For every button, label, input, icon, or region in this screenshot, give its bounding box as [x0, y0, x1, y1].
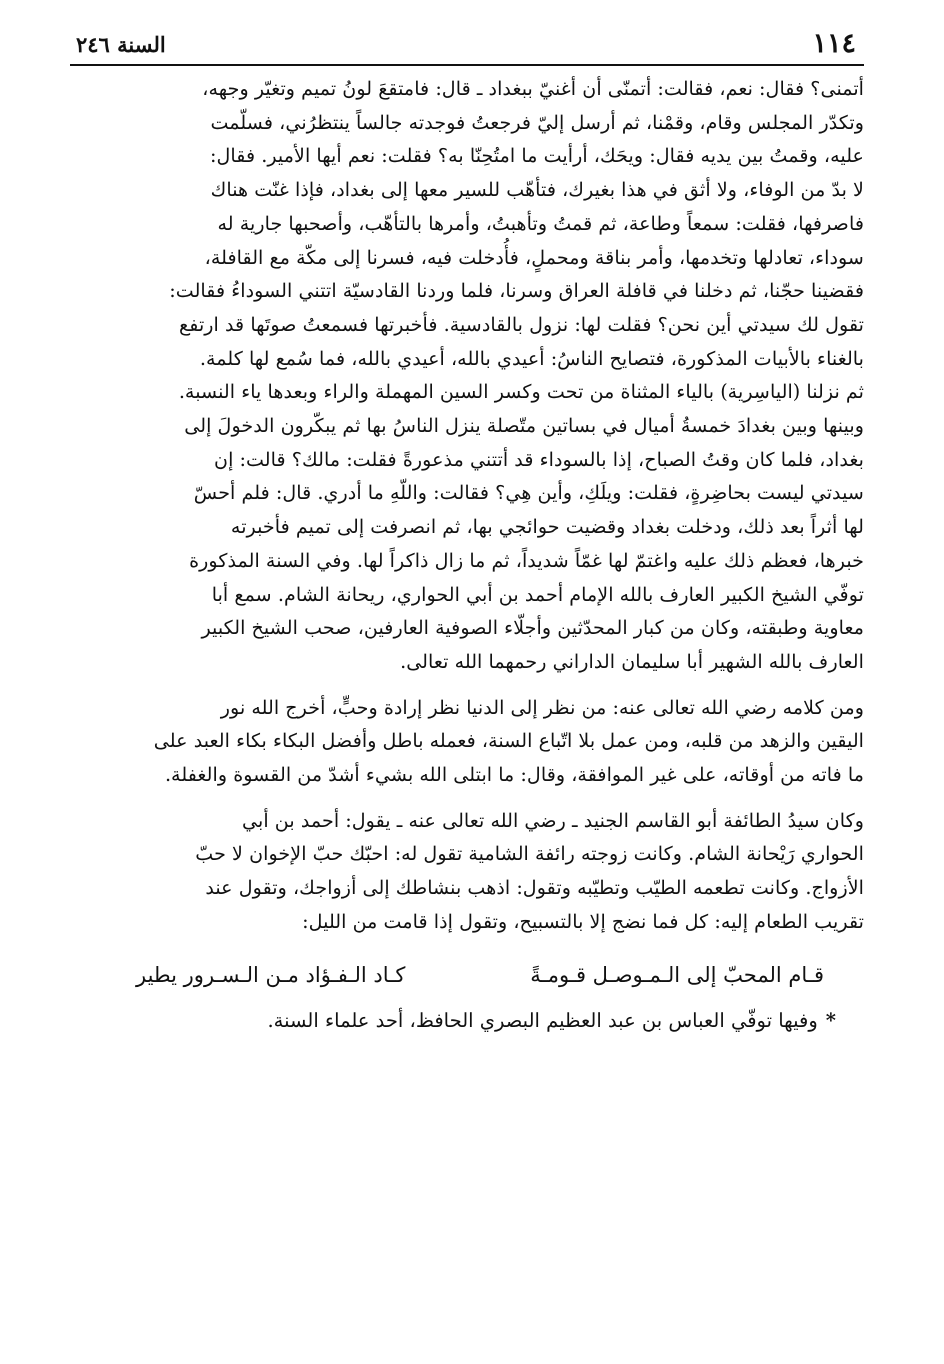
- running-head-year: السنة ٢٤٦: [76, 32, 166, 57]
- text-line: فاصرفها، فقلت: سمعاً وطاعة، ثم قمتُ وتأهبتُ، وأمرها بالتأهّب، وأصحبها جارية له: [217, 211, 864, 235]
- text-line: سيدتي ليست بحاضِرةٍ، فقلت: ويلَكِ، وأين هِي؟ فقالت: واللّهِ ما أدري. قال: فلم أحسّ: [193, 481, 864, 505]
- text-line: سوداء، تعادلها وتخدمها، وأمر بناقة ومحملٍ، فأُدخلت فيه، فسرنا إلى مكّة مع القافلة،: [204, 245, 864, 269]
- text-line: لا بدّ من الوفاء، ولا أثق في هذا بغيرك، فتأهّب للسير معها إلى بغداد، فإذا غنّت هناك: [210, 178, 864, 202]
- text-line: وتكدّر المجلس وقام، وقمْنا، ثم أرسل إليّ فرجعتُ فوجدته جالساً ينتظرُني، فسلّمت: [210, 110, 864, 134]
- verse-second-hemistich: كـاد الـفـؤاد مـن الـسـرور يطير: [136, 962, 406, 987]
- text-line: وكان سيدُ الطائفة أبو القاسم الجنيد ـ رضي الله تعالى عنه ـ يقول: أحمد بن أبي: [242, 808, 864, 832]
- page-header: [70, 28, 864, 66]
- text-line: تقول لك سيدتي أين نحن؟ فقلت لها: نزول بالقادسية. فأخبرتها فسمعتُ صوتَها قد ارتفع: [179, 312, 864, 336]
- text-line: بغداد، فلما كان وقتُ الصباح، إذا بالسوداء قد أتتني مذعورةً فقلت: مالك؟ قالت: إن: [213, 447, 864, 471]
- text-line: بالغناء بالأبيات المذكورة، فتصايح الناسُ: أعيدي بالله، أعيدي بالله، فما سُمع لها كلمة.: [199, 346, 864, 370]
- text-line: العارف بالله الشهير أبا سليمان الداراني رحمهما الله تعالى.: [400, 649, 864, 673]
- asterisk-marker: *: [825, 1008, 836, 1032]
- text-line: اليقين والزهد من قلبه، ومن عمل بلا اتّباع السنة، فعمله باطل وأفضل البكاء بكاء العبد على: [153, 729, 864, 753]
- text-line: أتمنى؟ فقال: نعم، فقالت: أتمنّى أن أغنيّ ببغداد ـ قال: فامتقعَ لونُ تميم وتغيّر وجهه،: [202, 77, 864, 100]
- text-line: ومن كلامه رضي الله تعالى عنه: من نظر إلى الدنيا نظر إرادة وحبٍّ، أخرج الله نور: [220, 695, 864, 719]
- verse-first-hemistich: قـام المحبّ إلى الـمـوصـل قـومـةً: [530, 962, 824, 987]
- text-line: معاوية وطبقته، وكان من كبار المحدّثين وأجلّاء الصوفية العارفين، صحب الشيخ الكبير: [201, 616, 864, 640]
- text-line: فقضينا حجّنا، ثم دخلنا في قافلة العراق وسرنا، فلما وردنا القادسيّة اتتني السوداءُ فقالت:: [169, 279, 864, 303]
- main-text: [70, 72, 864, 939]
- text-line: توفّي الشيخ الكبير العارف بالله الإمام أحمد بن أبي الحواري، ريحانة الشام. سمع أبا: [211, 582, 864, 606]
- death-note-text: وفيها توفّي العباس بن عبد العظيم البصري الحافظ، أحد علماء السنة.: [267, 1008, 818, 1032]
- text-line: عليه، وقمتُ بين يديه فقال: ويحَك، أرأيت ما امتُحِنّا به؟ فقلت: نعم أيها الأمير. فقال:: [210, 144, 864, 168]
- sayings-paragraph: [70, 691, 864, 792]
- text-line: خبرها، فعظم ذلك عليه واغتمّ لها غمّاً شديداً، ثم ما زال ذاكراً لها. وفي السنة المذكورة: [189, 548, 864, 572]
- text-line: ثم نزلنا (الياسِرية) بالياء المثناة من تحت وكسر السين المهملة والراء وبعدها ياء النسبة.: [178, 380, 864, 404]
- text-line: وبينها وبين بغدادَ خمسةُ أميال في بساتين متّصلة ينزل الناسُ بها ثم يبكّرون الدخولَ إلى: [184, 414, 864, 438]
- text-line: ما فاته من أوقاته، على غير الموافقة، وقال: ما ابتلى الله بشيء أشدّ من القسوة والغفلة.: [164, 763, 864, 787]
- text-line: تقريب الطعام إليه: كل فما نضج إلا بالتسبيح، وتقول إذا قامت من الليل:: [302, 909, 864, 933]
- poetry-verse: [136, 955, 824, 995]
- text-line: الحواري رَيْحانة الشام. وكانت زوجته رائفة الشامية تقول له: احبّك حبّ الإخوان لا حبّ: [195, 842, 864, 866]
- page-number: ١١٤: [812, 28, 856, 59]
- death-note: [70, 1003, 836, 1039]
- text-line: لها أثراً بعد ذلك، ودخلت بغداد وقضيت حوائجي بها، ثم انصرفت إلى تميم فأخبرته: [230, 515, 864, 539]
- junayd-paragraph: [70, 804, 864, 939]
- text-line: الأزواج. وكانت تطعمه الطيّب وتطيّبه وتقول: اذهب بنشاطك إلى أزواجك، وتقول عند: [205, 876, 864, 900]
- story-paragraph: [70, 72, 864, 679]
